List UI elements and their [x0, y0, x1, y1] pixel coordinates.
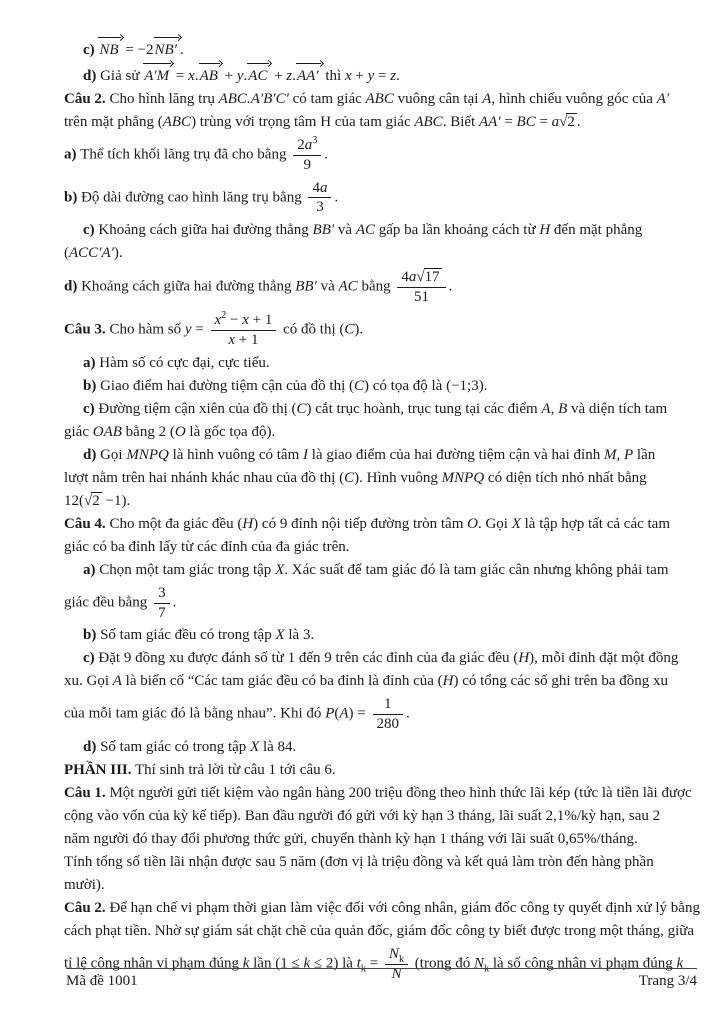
vector: A′M [143, 64, 172, 88]
text-line: a) Chọn một tam giác trong tập X. Xác suất để tam giác đó là tam giác cân nhưng không phải tam [83, 561, 669, 578]
text-line: Câu 3. Cho hàm số y = $\frac{x^2 - x + 1}{x + 1}$ có đồ thị (C). [64, 310, 364, 349]
square-root: √2 [559, 114, 575, 130]
text-line: d) Khoảng cách giữa hai đường thẳng BB′ và AC bằng $\frac{4a√17}{51}$ . [64, 269, 453, 306]
text-line: d) Gọi MNPQ là hình vuông có tâm I là giao điểm của hai đường tiệm cận và hai đỉnh M, P lần [83, 446, 656, 463]
text-line: lượt nằm trên hai nhánh khác nhau của đồ thị (C). Hình vuông MNPQ có diện tích nhỏ nhất bằng [64, 469, 647, 486]
vector: AA′ [296, 64, 322, 88]
text-line: c) Đường tiệm cận xiên của đồ thị (C) cắt trục hoành, trục tung tại các điểm A, B và diện tích tam [83, 400, 668, 417]
text-line: xu. Gọi A là biến cố “Các tam giác đều có ba đỉnh là đỉnh của (H) có tổng các số ghi trên ba đồng xu [64, 673, 669, 690]
text-line: Câu 2. Để hạn chế vi phạm thời gian làm việc đối với công nhân, giám đốc công ty quyết định xử lý bằng [64, 900, 700, 917]
text-line: c) NB = −2NB′ . [64, 36, 699, 62]
fraction: $\frac{x^2 - x + 1}{x + 1}$ [211, 312, 277, 349]
vector: NB′ [154, 38, 180, 62]
text-line: cộng vào vốn của kỳ kế tiếp). Ban đầu người đó gửi với kỳ hạn 3 tháng, lãi suất 2,1%/kỳ hạn, sau 2 [64, 808, 661, 825]
exam-code: Mã đề 1001 [66, 973, 138, 989]
text-line: d) Giả sử A′M = x.AB + y.AC + z.AA′ thì x + y = z. [64, 62, 699, 88]
text-line: Câu 1. Một người gửi tiết kiệm vào ngân hàng 200 triệu đồng theo hình thức lãi kép (tức là tiền lãi được [64, 785, 692, 802]
text-line: năm người đó thay đổi phương thức gửi, chuyển thành kỳ hạn 1 tháng với lãi suất 0,65%/tháng. [64, 831, 638, 848]
fraction: $\frac{2a^3}{9}$ [293, 137, 321, 174]
text-line: Câu 2. Cho hình lăng trụ ABC.A′B′C′ có tam giác ABC vuông cân tại A, hình chiếu vuông góc của A′ [64, 91, 670, 107]
square-root: √17 [416, 269, 440, 286]
text-line: c) Đặt 9 đồng xu được đánh số từ 1 đến 9 trên các đỉnh của đa giác đều (H), mỗi đỉnh đặt một đồng [83, 650, 679, 667]
vector: NB [98, 38, 121, 62]
fraction: $\frac{1}{280}$ [373, 696, 404, 733]
text-line: a) Thể tích khối lăng trụ đã cho bằng $\frac{2a^3}{9}$ . [64, 135, 329, 173]
text-line: mười). [64, 877, 105, 894]
text-line: giác có ba đỉnh lấy từ các đỉnh của đa giác trên. [64, 538, 350, 555]
text-line: của mỗi tam giác đó là bằng nhau”. Khi đó P(A) = $\frac{1}{280}$ . [64, 696, 410, 733]
fraction: $\frac{4a}{3}$ [308, 180, 331, 217]
fraction: $\frac{N_k}{N}$ [385, 946, 408, 983]
radical-sign: √ [416, 269, 425, 286]
text-line: b) Số tam giác đều có trong tập X là 3. [83, 627, 315, 644]
text-line: trên mặt phẳng (ABC) trùng với trọng tâm H của tam giác ABC. Biết AA′ = BC = a√2 . [64, 114, 581, 130]
vector: AC [247, 64, 270, 88]
text-line: (ACC′A′). [64, 245, 123, 262]
text-line: 12(√2 −1). [64, 492, 131, 509]
page-number: Trang 3/4 [638, 973, 697, 989]
text-line: PHẦN III. Thí sinh trả lời từ câu 1 tới câu 6. [64, 762, 336, 779]
text-line: Câu 4. Cho một đa giác đều (H) có 9 đỉnh nội tiếp đường tròn tâm O. Gọi X là tập hợp tất cả các tam [64, 515, 670, 532]
page-footer [66, 968, 697, 990]
text-line: giác đều bằng $\frac{3}{7}$ . [64, 584, 177, 621]
fraction: $\frac{4a√17}{51}$ [397, 268, 445, 306]
text-line: cách phạt tiền. Nhờ sự giám sát chặt chẽ của quản đốc, giám đốc công ty biết được trong một tháng, giữa [64, 923, 695, 940]
fraction: $\frac{3}{7}$ [154, 585, 170, 622]
text-line: b) Giao điểm hai đường tiệm cận của đồ thị (C) có tọa độ là (−1;3). [83, 377, 488, 394]
text-line: Tính tổng số tiền lãi nhận được sau 5 năm (đơn vị là triệu đồng và kết quả làm tròn đến hàng phần [64, 854, 654, 871]
text-line: tỉ lệ công nhân vi phạm đúng k lần (1 ≤ k ≤ 2) là $t_k$ = $\frac{N_k}{N}$ (trong đó $N_k$ là số công nhân vi phạm đúng k [64, 946, 684, 982]
text-line: a) Hàm số có cực đại, cực tiểu. [83, 354, 270, 371]
text-line: b) Độ dài đường cao hình lăng trụ bằng $\frac{4a}{3}$ . [64, 179, 339, 216]
text-line: c) Khoảng cách giữa hai đường thẳng BB′ và AC gấp ba lần khoảng cách từ H đến mặt phẳng [83, 222, 643, 239]
text-line: giác OAB bằng 2 (O là gốc tọa độ). [64, 423, 276, 440]
text-line: d) Số tam giác có trong tập X là 84. [83, 739, 297, 756]
radical-sign: √ [559, 114, 568, 130]
radical-sign: √ [84, 492, 93, 509]
vector: AB [199, 64, 221, 88]
square-root: √2 [84, 492, 100, 509]
